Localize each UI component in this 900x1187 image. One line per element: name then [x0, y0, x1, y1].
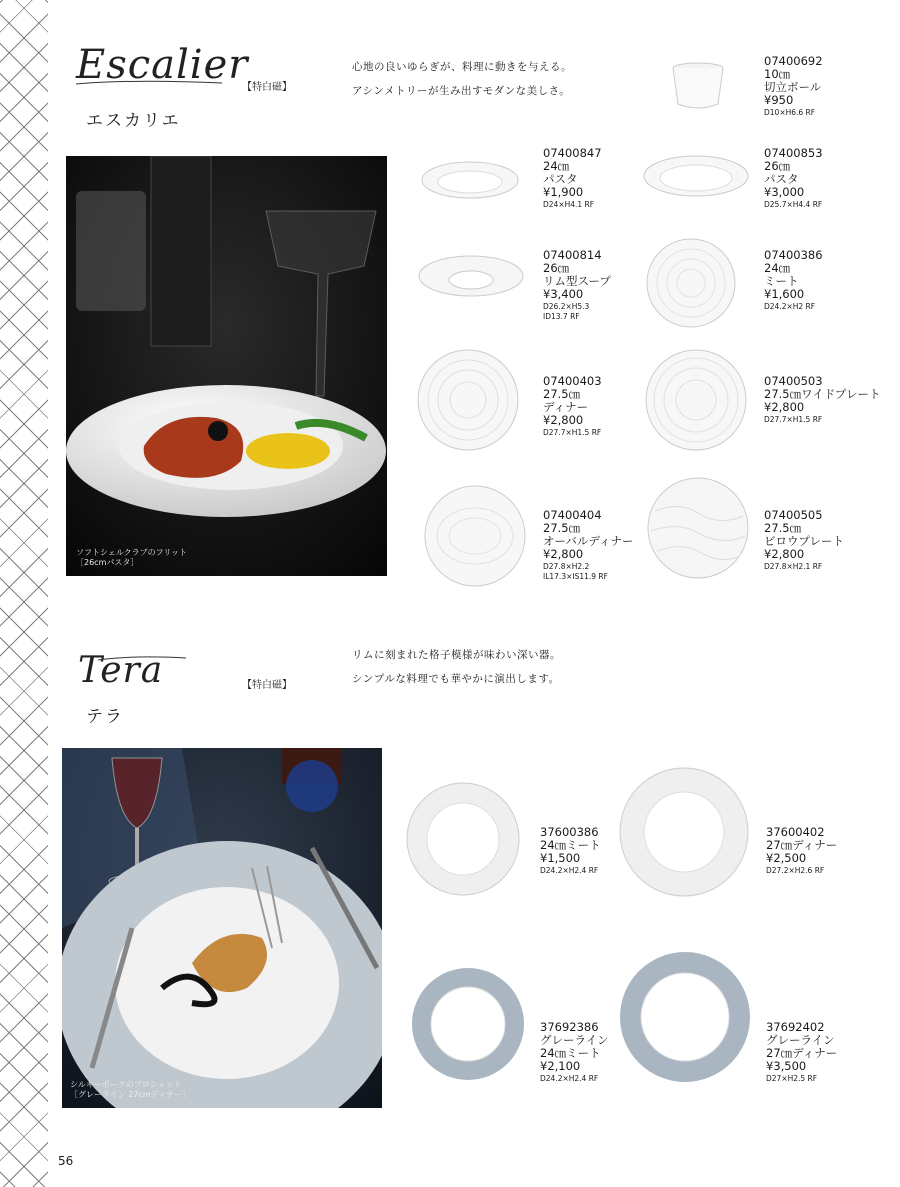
product-size: 10㎝ — [764, 67, 791, 81]
escalier-name-kana: エスカリエ — [86, 111, 181, 131]
product-code: 07400853 — [764, 146, 823, 160]
product-code: 07400503 — [764, 374, 823, 388]
product-dimensions: D24.2×H2.4 RF — [540, 1074, 599, 1083]
escalier-bowl-image — [668, 60, 728, 112]
product-line: グレーライン — [540, 1033, 609, 1047]
product-code: 37692402 — [766, 1020, 825, 1034]
product-code: 07400814 — [543, 248, 602, 262]
product-name: リム型スープ — [543, 274, 611, 288]
tera-caption-line1: シルキーポークのブロシェット — [70, 1080, 182, 1089]
escalier-pasta24-image — [420, 160, 520, 205]
product-code: 07400505 — [764, 508, 823, 522]
product-price: ¥2,800 — [543, 413, 584, 427]
product-code: 07400692 — [764, 54, 823, 68]
product-price: ¥2,100 — [540, 1059, 581, 1073]
product-dimensions: D27×H2.5 RF — [766, 1074, 818, 1083]
tera-description — [352, 643, 561, 691]
product-code: 37600386 — [540, 825, 599, 839]
escalier-billow-plate-image — [645, 476, 751, 580]
product-dimensions: D27.7×H1.5 RF — [764, 415, 823, 424]
product-code: 07400386 — [764, 248, 823, 262]
escalier-wide-plate-image — [642, 348, 750, 452]
tera-tag: 【特白磁】 — [242, 680, 292, 691]
product-size: 27.5㎝ — [764, 521, 802, 535]
product-size: 24㎝ — [764, 261, 791, 275]
product-07400853 — [764, 147, 823, 210]
tera-name-kana: テラ — [86, 707, 124, 727]
product-name: 切立ボール — [764, 80, 822, 94]
product-name: パスタ — [543, 172, 578, 186]
product-price: ¥1,600 — [764, 287, 805, 301]
product-37692402 — [766, 1021, 837, 1084]
product-dimensions: D27.2×H2.6 RF — [766, 866, 825, 875]
escalier-oval-dinner-image — [422, 484, 528, 588]
product-dimensions: D27.8×H2.1 RF — [764, 562, 823, 571]
product-dimensions: D25.7×H4.4 RF — [764, 200, 823, 209]
tera-photo-image — [62, 748, 382, 1108]
product-dimensions: D27.7×H1.5 RF — [543, 428, 602, 437]
product-size: 27.5㎝ワイドプレート — [764, 387, 881, 401]
product-name: ディナー — [543, 400, 589, 414]
escalier-photo-image — [66, 156, 387, 576]
escalier-logo-swash — [74, 78, 224, 88]
product-dimensions: D10×H6.6 RF — [764, 108, 816, 117]
escalier-desc-line2: アシンメトリーが生み出すモダンな美しさ。 — [352, 85, 571, 97]
escalier-photo-caption — [76, 548, 187, 568]
escalier-tag: 【特白磁】 — [242, 82, 292, 93]
product-name: 27㎝ディナー — [766, 1046, 838, 1060]
product-name: ビロウプレート — [764, 534, 845, 548]
product-name: パスタ — [764, 172, 799, 186]
product-37600386 — [540, 826, 601, 876]
product-price: ¥1,500 — [540, 851, 581, 865]
product-code: 07400403 — [543, 374, 602, 388]
product-price: ¥3,400 — [543, 287, 584, 301]
product-name: 24㎝ミート — [540, 1046, 601, 1060]
lattice-border — [0, 0, 48, 1187]
product-37600402 — [766, 826, 837, 876]
product-07400692 — [764, 55, 823, 118]
product-07400404 — [543, 509, 634, 582]
tera-grey-meat24-image — [410, 966, 526, 1082]
product-size: 26㎝ — [543, 261, 570, 275]
escalier-caption-line1: ソフトシェルクラブのフリット — [76, 548, 188, 557]
product-dimensions: D24.2×H2 RF — [764, 302, 816, 311]
tera-logo-swash — [96, 654, 188, 664]
product-dimensions-inner: IL17.3×IS11.9 RF — [543, 572, 608, 581]
escalier-rim-soup-image — [416, 254, 526, 302]
product-price: ¥3,500 — [766, 1059, 807, 1073]
product-size: 27.5㎝ — [543, 521, 581, 535]
product-code: 37600402 — [766, 825, 825, 839]
product-dimensions: D24.2×H2.4 RF — [540, 866, 599, 875]
product-37692386 — [540, 1021, 609, 1084]
product-07400505 — [764, 509, 844, 572]
product-price: ¥2,800 — [764, 547, 805, 561]
product-size: 27.5㎝ — [543, 387, 581, 401]
product-line: グレーライン — [766, 1033, 835, 1047]
product-name: 27㎝ディナー — [766, 838, 838, 852]
product-price: ¥2,800 — [764, 400, 805, 414]
product-dimensions: D26.2×H5.3 — [543, 302, 590, 311]
product-price: ¥3,000 — [764, 185, 805, 199]
escalier-logo: Escalier — [76, 42, 249, 88]
product-07400814 — [543, 249, 611, 322]
product-price: ¥2,800 — [543, 547, 584, 561]
product-price: ¥2,500 — [766, 851, 807, 865]
product-price: ¥950 — [764, 93, 794, 107]
escalier-pasta26-image — [642, 154, 750, 202]
product-code: 07400847 — [543, 146, 602, 160]
product-07400386 — [764, 249, 823, 312]
product-07400403 — [543, 375, 602, 438]
escalier-meat24-image — [645, 237, 737, 329]
tera-photo-caption — [70, 1080, 190, 1100]
product-price: ¥1,900 — [543, 185, 584, 199]
product-code: 07400404 — [543, 508, 602, 522]
product-name: オーバルディナー — [543, 534, 634, 548]
tera-photo — [62, 748, 382, 1108]
tera-caption-line2: ［グレーライン 27cmディナー］ — [70, 1090, 191, 1099]
tera-logo: Tera — [78, 650, 164, 691]
product-name: ミート — [764, 274, 799, 288]
product-size: 24㎝ — [543, 159, 570, 173]
product-dimensions: D27.8×H2.2 — [543, 562, 590, 571]
product-size: 26㎝ — [764, 159, 791, 173]
tera-meat24-image — [404, 780, 522, 898]
tera-desc-line2: シンプルな料理でも華やかに演出します。 — [352, 673, 560, 685]
page-number: 56 — [58, 1154, 74, 1168]
product-code: 37692386 — [540, 1020, 599, 1034]
escalier-dinner-image — [414, 348, 522, 452]
escalier-caption-line2: ［26cmパスタ］ — [76, 558, 139, 567]
escalier-description — [352, 55, 572, 103]
product-dimensions-inner: ID13.7 RF — [543, 312, 580, 321]
product-dimensions: D24×H4.1 RF — [543, 200, 595, 209]
tera-grey-dinner27-image — [618, 950, 752, 1084]
product-name: 24㎝ミート — [540, 838, 601, 852]
product-07400847 — [543, 147, 602, 210]
escalier-photo — [66, 156, 387, 576]
escalier-desc-line1: 心地の良いゆらぎが、料理に動きを与える。 — [352, 61, 572, 73]
tera-desc-line1: リムに刻まれた格子模様が味わい深い器。 — [352, 649, 561, 661]
product-07400503 — [764, 375, 880, 425]
tera-dinner27-image — [618, 766, 750, 898]
